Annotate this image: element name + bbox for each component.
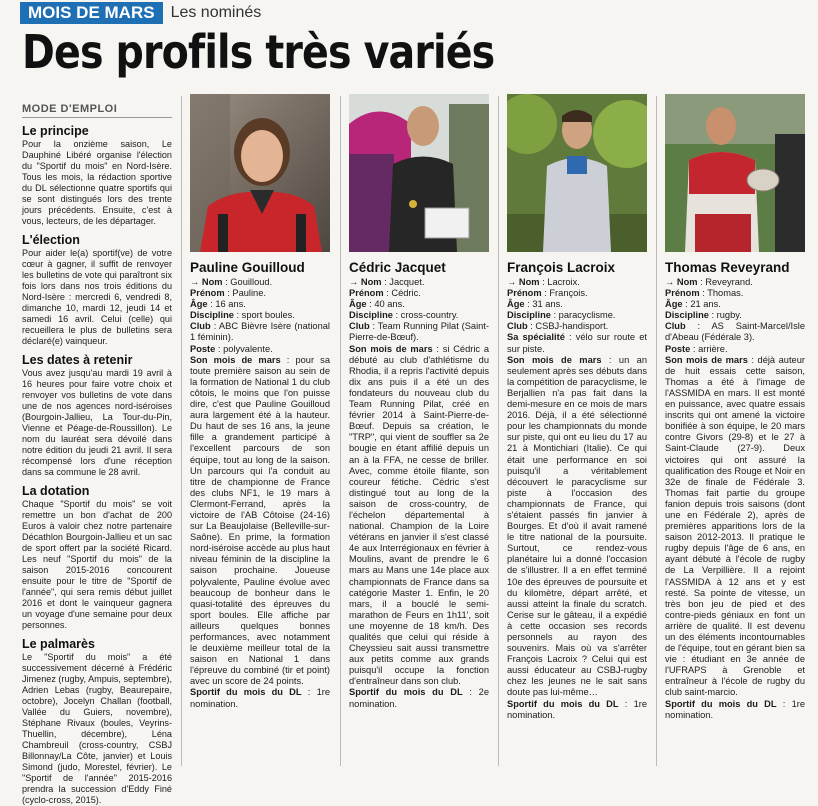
detail-value: : arrière. (690, 343, 728, 354)
detail-line (665, 355, 805, 699)
detail-value: : 1re nomination. (507, 698, 648, 720)
candidate-name: Cédric Jacquet (349, 260, 446, 275)
detail-value: : CSBJ-handisport. (527, 321, 609, 332)
detail-line (349, 299, 489, 310)
candidate-name: Thomas Reveyrand (665, 260, 790, 275)
detail-value: : cross-country. (392, 310, 459, 321)
detail-label: Son mois de mars (349, 343, 433, 354)
detail-label: Discipline (349, 310, 393, 321)
detail-line (349, 321, 489, 343)
detail-line (665, 277, 805, 288)
column-divider (498, 96, 499, 766)
detail-line (665, 321, 805, 343)
detail-label: Club (190, 321, 211, 332)
detail-label: → Nom (665, 277, 698, 287)
detail-label: → Nom (349, 277, 382, 287)
candidate-photo (190, 94, 330, 252)
detail-line (665, 310, 805, 321)
detail-value: : si Cédric a débuté au club d'athlétisme du Rhodia, il a repris l'activité depuis dix ans puis il a été un des fondateurs du nouveau club du Team Running Pilat, créé en février 2014 à Saint-Pierre-de-Bœuf. Depuis sa création, le "TRP", qui vient de souffler sa 2e bougie en étant affilié depuis un an à la FFA, ne cesse de briller. Avec, comme étoile filante, son coureur fétiche. Cédric s'est distingué tout au long de la saison de cross-country, de l'échelon départemental à national. Champion de la Loire vétérans en janvier il s'est classé 4e aux Interrégionaux en février à Moulins, avant de prendre le 6 mars au Mans une 14e place aux championnats de France dans sa catégorie Master 1. Enfin, le 20 mars, il a bouclé le semi-marathon de Feurs en 1h11', soit une moyenne de 18 km/h. Des qualités que celui qui réside à Cheyssieu sait aussi transmettre aux petits comme aux grands puisqu'il occupe la fonction d'entraîneur dans son club. (349, 343, 489, 687)
detail-value: : Gouilloud. (222, 277, 273, 287)
detail-label: Son mois de mars (190, 354, 281, 365)
detail-line (507, 288, 647, 299)
detail-label: Son mois de mars (507, 354, 602, 365)
detail-line (507, 277, 647, 288)
candidate-card-4 (665, 94, 805, 721)
detail-label: Club (507, 321, 528, 332)
detail-value: : polyvalente. (215, 343, 273, 354)
sidebar-heading: MODE D'EMPLOI (22, 104, 172, 118)
detail-value: : déjà auteur de huit essais cette saison, Thomas a été à l'image de l'ASSMIDA en mars. Il est monté en puissance, avec quatre essais inscrits qui ont amené la victoire bonifiée à son équipe, le 20 mars contre Givors (29-8) et le 27 à Saint-Claude (27-9). Deux victoires qui ont assuré la qualification des Rouge et Noir en 32e de finale de Fédérale 3. Thomas fait partie du groupe fanion depuis trois saisons (dont une en Fédérale 2), après de premières apparitions lors de la saison 2012-2013. Il pratique le rugby depuis l'âge de 6 ans, en ayant débuté à l'école de rugby de La Verpillière. Il a rejoint l'ASSMIDA à 12 ans et y est resté. Sa pointe de vitesse, un très bon jeu de pied et des contre-pieds géniaux en font un arrière de qualité. Il est devenu un des éléments incontournables de l'équipe, tout en gérant bien sa vie : étudiant en 3e année de l'UFRAPS à Grenoble et entraîneur à l'école de rugby du club saint-marcio. (665, 354, 805, 698)
candidate-photo (507, 94, 647, 252)
column-divider (181, 96, 182, 766)
detail-value: : 40 ans. (366, 299, 405, 310)
detail-value: : 21 ans. (682, 299, 721, 310)
detail-value: : Pauline. (224, 288, 266, 299)
detail-line (665, 299, 805, 310)
detail-line (507, 299, 647, 310)
portrait-image (190, 94, 330, 252)
detail-line (190, 355, 330, 688)
column-divider (340, 96, 341, 766)
detail-line (665, 288, 805, 299)
detail-label: Sportif du mois du DL (190, 687, 302, 698)
detail-label: Sportif du mois du DL (665, 698, 777, 709)
portrait-image (507, 94, 647, 252)
detail-label: Discipline (190, 310, 234, 321)
detail-line (190, 277, 330, 288)
sidebar-block-title: Les dates à retenir (22, 353, 133, 367)
detail-label: Poste (190, 343, 216, 354)
detail-value: : Jacquet. (381, 277, 425, 287)
candidate-name: Pauline Gouilloud (190, 260, 305, 275)
sidebar-block-title: L'élection (22, 233, 80, 247)
detail-value: : un an seulement après ses débuts dans la compétition de paracyclisme, le Berjallien n'a pas fait dans la demi-mesure en ce mois de mars 2016. Déjà, il a été sélectionné pour les championnats du monde sur piste, qui ont eu lieu du 17 au 21 à Montichiari (Italie). Ce qui était une performance en soi puisqu'il a véritablement découvert le paracyclisme sur piste à l'occasion des championnats de France, qui s'étaient passés fin janvier à Bourges. Et d'où il avait ramené le titre national de la poursuite. Surtout, ce rendez-vous planétaire lui a donné l'occasion de s'illustrer. Il a en effet terminé 10e des épreuves de poursuite et du kilomètre, départ arrêté, et aussi atteint la finale du scratch. Cerise sur le gâteau, il a expédié à cette occasion ses records personnels au rayon des souvenirs. Mais où va s'arrêter François Lacroix ? Celui qui est aussi éducateur au CSBJ-rugby chez les jeunes ne le sait sans doute pas lui-même… (507, 354, 647, 698)
sidebar-block-title: Le principe (22, 124, 89, 138)
candidate-details (190, 277, 330, 710)
sidebar-block-text: Chaque "Sportif du mois" se voit remettre un bon d'achat de 200 Euros à valoir chez notre partenaire Décathlon Bourgoin-Jallieu et un sac de sport offert par la société Ricard. Les neuf "Sportif du mois" de la saison 2015-2016 concourent ensuite pour le titre de "Sportif de l'année", qui sera remis début juillet 2016 et dont le vainqueur gagnera un voyage d'une semaine pour deux personnes. (22, 499, 172, 630)
sidebar-block-text: Pour la onzième saison, Le Dauphiné Libéré organise l'élection du "Sportif du mois" en Nord-Isère. Tous les mois, la rédaction sportive du DL sélectionne quatre sportifs qui se sont distingués lors des trente jours précédents. Ensuite, c'est à vous, lecteurs, de les départager. (22, 139, 172, 226)
portrait-image (665, 94, 805, 252)
detail-label: Prénom (665, 288, 700, 299)
detail-line (349, 344, 489, 688)
detail-label: Sa spécialité (507, 332, 565, 343)
detail-line (349, 288, 489, 299)
detail-line (507, 332, 647, 354)
portrait-image (349, 94, 489, 252)
candidate-details (349, 277, 489, 710)
detail-line (507, 355, 647, 699)
detail-value: : 2e nomination. (349, 687, 490, 709)
candidate-photo (665, 94, 805, 252)
detail-value: : 1re nomination. (190, 687, 331, 709)
mode-emploi-sidebar (22, 104, 172, 806)
detail-label: Discipline (665, 310, 709, 321)
detail-line (190, 321, 330, 343)
detail-line (190, 687, 330, 709)
detail-line (665, 344, 805, 355)
section-kicker (20, 2, 261, 24)
detail-label: Poste (665, 343, 691, 354)
detail-line (190, 344, 330, 355)
detail-label: Âge (665, 299, 683, 310)
detail-label: → Nom (190, 277, 223, 287)
detail-label: Club (349, 321, 370, 332)
detail-label: Sportif du mois du DL (349, 687, 463, 698)
sidebar-block-title: La dotation (22, 484, 90, 498)
detail-value: : sport boules. (233, 310, 295, 321)
candidate-details (665, 277, 805, 721)
detail-line (190, 299, 330, 310)
detail-line (507, 310, 647, 321)
subsection-label: Les nominés (170, 4, 262, 21)
candidate-name: François Lacroix (507, 260, 616, 275)
detail-line (349, 687, 489, 709)
detail-value: : François. (541, 288, 588, 299)
candidate-card-3 (507, 94, 647, 721)
detail-label: Club (665, 321, 686, 332)
detail-label: Sportif du mois du DL (507, 698, 619, 709)
detail-value: : Reveyrand. (697, 277, 753, 287)
detail-label: Son mois de mars (665, 354, 748, 365)
detail-value: : pour sa toute première saison au sein de la formation de National 1 du club côtois, le moins que l'on puisse dire, c'est que Pauline Gouilloud aura largement été à la hauteur. Du haut de ses 16 ans, la jeune fille a grandement participé à l'excellent parcours de son équipe, tout au long de la saison. Un parcours qui l'a conduit au titre de championne de France des clubs NF1, le 19 mars à Clermont-Ferrand, après la victoire de l'AB Côtoise (24-16) sur La Beaujolaise (Belleville-sur-Saône). En prime, la formation nord-iséroise accède au plus haut niveau féminin de la discipline la saison prochaine. Joueuse polyvalente, Pauline évolue avec beaucoup de bonheur dans le quasi-totalité des épreuves du sport boules. Elle affiche par ailleurs quelques bonnes performances, avec notamment le deuxième meilleur total de la saison en National 1 dans l'épreuve du combiné (tir et point) avec un score de 24 points. (190, 354, 330, 687)
detail-label: Âge (507, 299, 525, 310)
candidate-details (507, 277, 647, 721)
detail-line (349, 277, 489, 288)
detail-value: : paracyclisme. (550, 310, 616, 321)
page-title: Des profils très variés (22, 25, 495, 79)
detail-label: Prénom (507, 288, 542, 299)
detail-value: : ABC Bièvre Isère (national 1 féminin). (190, 321, 330, 343)
section-label: MOIS DE MARS (20, 2, 163, 24)
detail-value: : AS Saint-Marcel/Isle d'Abeau (Fédérale 3). (665, 321, 805, 343)
column-divider (656, 96, 657, 766)
detail-line (665, 699, 805, 721)
detail-value: : 1re nomination. (665, 698, 806, 720)
detail-line (507, 699, 647, 721)
candidate-card-2 (349, 94, 489, 710)
detail-value: : Thomas. (699, 288, 744, 299)
detail-value: : vélo sur route et sur piste. (507, 332, 647, 354)
detail-value: : rugby. (708, 310, 742, 321)
detail-value: : Team Running Pilat (Saint-Pierre-de-Bœuf). (349, 321, 489, 343)
sidebar-block-text: Pour aider le(a) sportif(ve) de votre cœur à gagner, il suffit de renvoyer les bulletins de vote qui paraîtront six fois lors dans nos trois éditions du Nord-Isère : mercredi 6, vendredi 8, dimanche 10, mardi 12, jeudi 14 et samedi 16 avril. Celui (celle) qui recueillera le plus de bulletins sera déclaré(e) vainqueur. (22, 248, 172, 346)
candidate-card-1 (190, 94, 330, 710)
detail-label: Âge (349, 299, 367, 310)
sidebar-block-text: Le "Sportif du mois" a été successivement décerné à Frédéric Jimenez (rugby, Ampuis, septembre), Adrien Lebas (rugby, Beaurepaire, octobre), Jocelyn Challan (football, Vallée du Guiers, novembre), Stéphane Rivaux (boules, Veyrins-Thuellin, décembre), Léna Chambreuil (cross-country, CSBJ Billonnay/La Côte, janvier) et Louis Simond (judo, Morestel, février). Le "Sportif de l'année" 2015-2016 prendra la succession d'Eddy Finé (cyclo-cross, 2015). (22, 652, 172, 805)
detail-value: : 16 ans. (207, 299, 246, 310)
candidate-photo (349, 94, 489, 252)
detail-value: : Cédric. (383, 288, 421, 299)
detail-line (349, 310, 489, 321)
detail-value: : 31 ans. (524, 299, 563, 310)
detail-value: : Lacroix. (539, 277, 580, 287)
detail-line (190, 310, 330, 321)
detail-label: Prénom (349, 288, 384, 299)
sidebar-block-title: Le palmarès (22, 637, 95, 651)
detail-line (190, 288, 330, 299)
detail-line (507, 321, 647, 332)
detail-label: Discipline (507, 310, 551, 321)
detail-label: Prénom (190, 288, 225, 299)
sidebar-block-text: Vous avez jusqu'au mardi 19 avril à 16 heures pour faire votre choix et renvoyer vos bulletins de vote dans une de nos agences nord-iséroises (Bourgoin-Jallieu, La Tour-du-Pin, Vienne et Péage-de-Roussillon). Le nom du lauréat sera dévoilé dans notre édition du jeudi 21 avril. Il sera récompensé lors d'une réception dans sa commune le 28 avril. (22, 368, 172, 477)
detail-label: Âge (190, 299, 208, 310)
detail-label: → Nom (507, 277, 540, 287)
